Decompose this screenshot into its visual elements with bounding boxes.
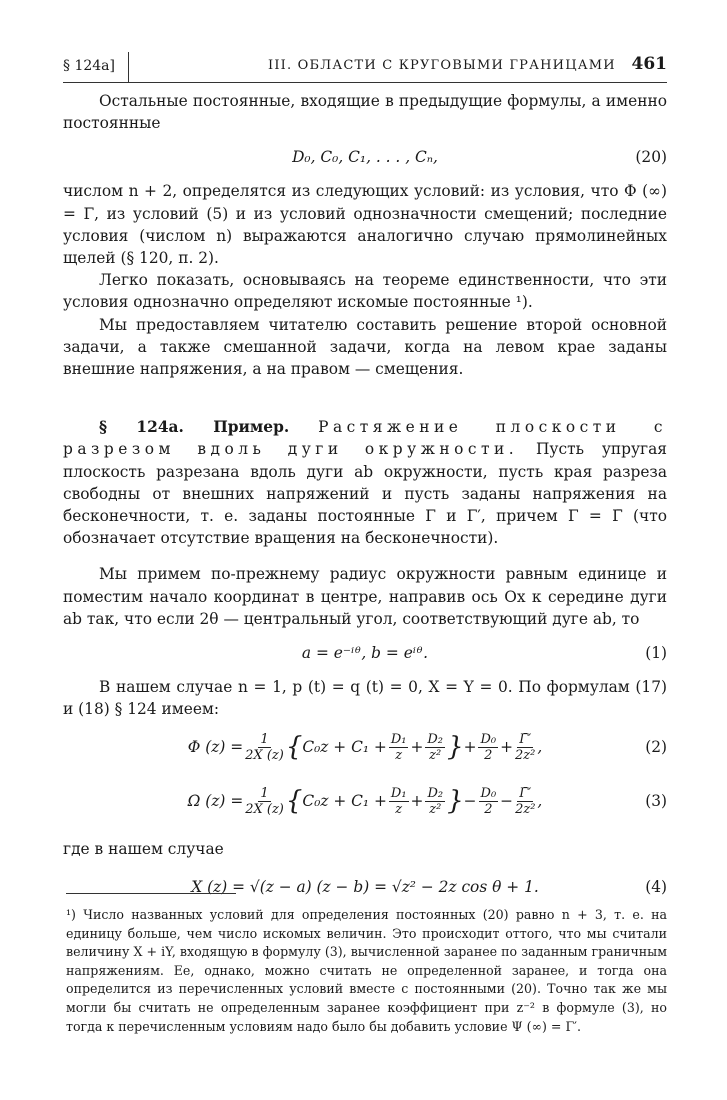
fraction: $\frac{\text{D₁}}{z}$ (390, 731, 407, 763)
eq-lhs: Φ (z) = (187, 738, 244, 757)
fraction: $\frac{\text{D₀}}{2}$ (480, 731, 497, 763)
fraction: $\frac{\text{D₂}}{\text{z²}}$ (427, 731, 444, 763)
section-heading: § 124а. Пример. (99, 418, 290, 437)
equation-number: (4) (645, 877, 667, 896)
equation-number: (1) (645, 643, 667, 662)
fraction: $\frac{\text{D₂}}{\text{z²}}$ (427, 785, 444, 817)
equation-text: X (z) = √(z − a) (z − b) = √z² − 2z cos θ + 1. (191, 877, 539, 896)
equation-number: (3) (645, 792, 667, 811)
operator: + (410, 738, 424, 757)
fraction: $\frac{1}{2X (z)}$ (245, 731, 284, 763)
fraction: $\frac{1}{2X (z)}$ (245, 785, 284, 817)
operator: + (410, 792, 424, 811)
term: C₀z + C₁ + (302, 738, 387, 757)
equation-3 (63, 774, 667, 828)
section-paragraph (63, 416, 667, 549)
eq-lhs: Ω (z) = (187, 792, 244, 811)
brace: } (447, 732, 464, 763)
punctuation: , (537, 792, 543, 811)
equation-number: (2) (645, 738, 667, 757)
brace: { (285, 786, 303, 817)
paragraph: Мы предоставляем читателю составить решение второй основной задачи, а также смешанной задачи, когда на левом крае заданы внешние напряжения, а на правом — смещения. (63, 315, 667, 379)
paragraph: числом n + 2, определятся из следующих условий: из условия, что Φ (∞) = Γ, из условий (5) и из условий однозначности смещений; последние условия (числом n) выражаются аналогично случаю прямолинейных щелей (§ 120, п. 2). (63, 182, 667, 268)
section-title: Растяжение плоскости с разрезом вдоль дуги окружности. (63, 418, 667, 459)
header-chapter-title: III. ОБЛАСТИ С КРУГОВЫМИ ГРАНИЦАМИ (268, 58, 616, 73)
operator: + (500, 738, 514, 757)
equation-text: a = e⁻ⁱᶿ, b = eⁱᶿ. (301, 643, 429, 662)
operator: − (463, 792, 477, 811)
equation-text: D₀, C₀, C₁, . . . , Cₙ, (292, 148, 438, 167)
equation-2 (63, 720, 667, 774)
punctuation: , (537, 738, 543, 757)
paragraph: Легко показать, основываясь на теореме единственности, что эти условия однозначно определяют искомые постоянные ¹). (63, 271, 667, 312)
operator: + (463, 738, 477, 757)
paragraph: В нашем случае n = 1, p (t) = q (t) = 0, X = Y = 0. По формулам (17) и (18) § 124 имеем: (63, 678, 667, 719)
fraction: $\frac{\Gammā'}{\text{2z²}}$ (515, 785, 536, 817)
fraction: $\frac{\text{D₀}}{2}$ (480, 785, 497, 817)
equation-4 (63, 861, 667, 913)
paragraph: Мы примем по-прежнему радиус окружности равным единице и поместим начало координат в центре, направив ось Ox к середине дуги ab так, что если 2θ — центральный угол, соответствующий дуге ab, то (63, 565, 667, 628)
header-section-ref: § 124a] (63, 58, 115, 74)
section-text: Пусть упругая плоскость разрезана вдоль дуги ab окружности, пусть края разреза свободны от внешних напряжений и пусть заданы напряжения на бесконечности, т. е. заданы постоянные Γ и Γ′, причем Γ = Γ̄ (что обозначает отсутствие вращения на бесконечности). (63, 440, 667, 548)
fraction: $\frac{\Gammā'}{\text{2z²}}$ (515, 731, 536, 763)
paragraph: где в нашем случае (63, 840, 224, 859)
paragraph: Остальные постоянные, входящие в предыдущие формулы, а именно постоянные (63, 92, 667, 133)
term: C₀z + C₁ + (302, 792, 387, 811)
brace: { (285, 732, 303, 763)
footnote: ¹) Число названных условий для определения постоянных (20) равно n + 3, т. е. на единицу больше, чем число искомых величин. Это происходит оттого, что мы считали величину X + iY, входящую в формулу (3), вычисленной заранее по заданным граничным напряжениям. Ее, однако, можно считать не определенной заранее, и тогда она определится из перечисленных условий вместе с постоянными (20). Точно так же мы могли бы считать не определенным заранее коэффициент при z⁻² в формуле (3), но тогда к перечисленным условиям надо было бы добавить условие Ψ (∞) = Γ′. (66, 907, 667, 1034)
page-body (63, 90, 667, 913)
page-number: 461 (631, 54, 667, 74)
operator: − (500, 792, 514, 811)
equation-20 (63, 134, 667, 180)
header-divider (128, 52, 129, 82)
brace: } (447, 786, 464, 817)
fraction: $\frac{\text{D₁}}{z}$ (390, 785, 407, 817)
equation-number: (20) (635, 148, 667, 167)
equation-1 (63, 630, 667, 676)
footnote-rule (66, 893, 236, 894)
running-header (63, 52, 667, 83)
